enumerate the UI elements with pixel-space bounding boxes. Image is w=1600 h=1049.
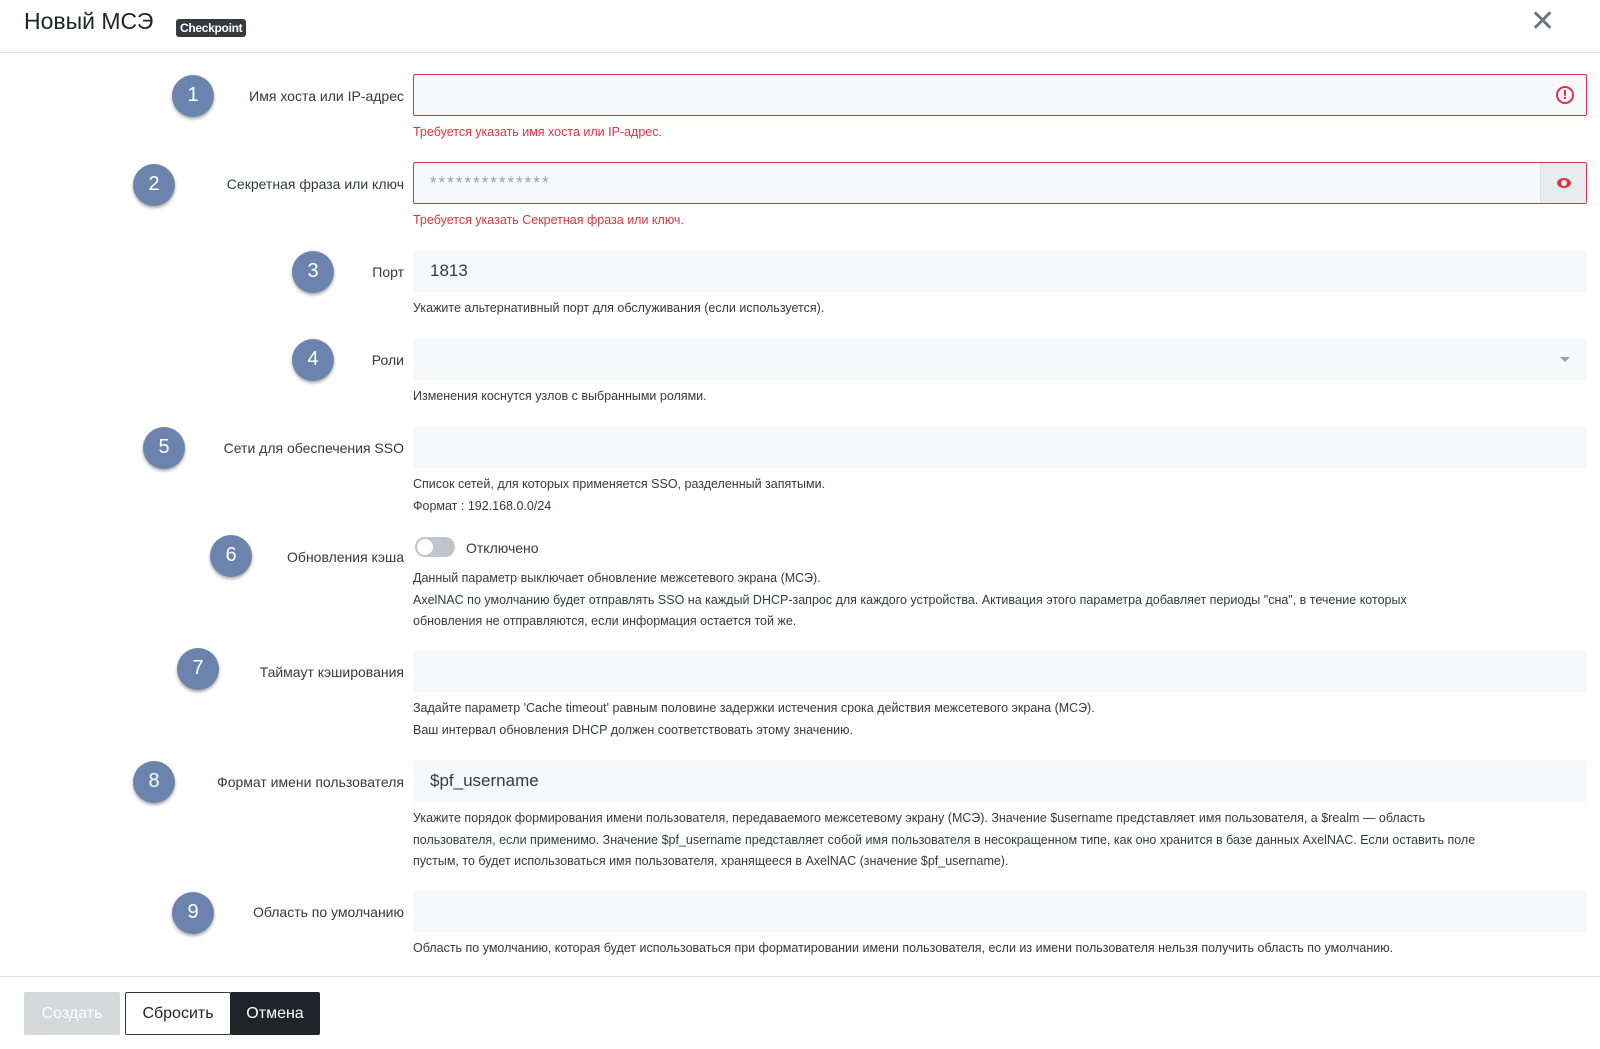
cache-timeout-help-line: Ваш интервал обновления DHCP должен соответствовать этому значению. xyxy=(413,722,853,737)
host-input-wrapper xyxy=(413,74,1587,116)
step-number-9: 9 xyxy=(172,892,214,934)
default-realm-input[interactable] xyxy=(414,891,1586,931)
username-format-help-line: пустым, то будет использоваться имя пользователя, хранящееся в AxelNAC (значение $pf_username). xyxy=(413,854,1009,868)
sso-networks-label: Сети для обеспечения SSO xyxy=(223,440,404,456)
close-icon[interactable]: ✕ xyxy=(1530,4,1556,39)
step-number-2: 2 xyxy=(133,164,175,206)
cache-timeout-help xyxy=(413,698,1593,741)
secret-error: Требуется указать Секретная фраза или ключ. xyxy=(413,213,684,227)
cache-updates-help-line: Данный параметр выключает обновление межсетевого экрана (МСЭ). xyxy=(413,571,821,585)
cache-timeout-input-wrapper xyxy=(413,650,1587,692)
roles-select[interactable] xyxy=(413,338,1587,380)
roles-help: Изменения коснутся узлов с выбранными ролями. xyxy=(413,389,707,403)
username-format-input-wrapper xyxy=(413,760,1587,802)
cache-timeout-help-line: Задайте параметр 'Cache timeout' равным половине задержки истечения срока действия межсетевого экрана (МСЭ). xyxy=(413,701,1095,715)
cache-timeout-label: Таймаут кэширования xyxy=(259,664,404,680)
secret-label: Секретная фраза или ключ xyxy=(226,176,404,192)
cache-updates-help-line: обновления не отправляются, если информация остается той же. xyxy=(413,614,797,628)
show-password-button[interactable] xyxy=(1540,163,1586,203)
toggle-knob xyxy=(417,539,433,555)
error-icon: ! xyxy=(1556,86,1574,104)
username-format-help-line: пользователя, если применимо. Значение $pf_username представляет собой имя пользователя в несокращенном типе, как оно хранится в базе данных AxelNAC. Если оставить поле xyxy=(413,832,1476,847)
cache-updates-toggle[interactable] xyxy=(415,537,455,557)
page-title: Новый МСЭ xyxy=(24,8,154,34)
host-input[interactable] xyxy=(414,75,1586,115)
username-format-help xyxy=(413,808,1593,873)
reset-button[interactable]: Сбросить xyxy=(125,992,231,1035)
step-number-1: 1 xyxy=(172,75,214,117)
roles-label: Роли xyxy=(371,352,404,368)
username-format-help-line: Укажите порядок формирования имени пользователя, передаваемого межсетевому экрану (МСЭ). Значение $username представляет имя пользователя, а $realm — область xyxy=(413,811,1426,825)
step-number-8: 8 xyxy=(133,761,175,803)
default-realm-input-wrapper xyxy=(413,890,1587,932)
port-input-wrapper xyxy=(413,250,1587,292)
step-number-7: 7 xyxy=(177,648,219,690)
type-badge: Checkpoint xyxy=(176,19,246,37)
cache-timeout-input[interactable] xyxy=(414,651,1586,691)
host-label: Имя хоста или IP-адрес xyxy=(249,88,404,104)
username-format-label: Формат имени пользователя xyxy=(217,774,404,790)
step-number-6: 6 xyxy=(210,535,252,577)
step-number-4: 4 xyxy=(292,339,334,381)
footer-divider xyxy=(0,976,1600,977)
sso-networks-input-wrapper xyxy=(413,426,1587,468)
cancel-button[interactable]: Отмена xyxy=(230,992,320,1035)
sso-networks-format: Формат : 192.168.0.0/24 xyxy=(413,498,552,513)
secret-input-wrapper xyxy=(413,162,1587,204)
secret-input[interactable] xyxy=(414,163,1540,203)
cache-updates-label: Обновления кэша xyxy=(287,549,404,565)
sso-networks-help xyxy=(413,474,1593,517)
modal-header xyxy=(0,0,1600,53)
eye-icon xyxy=(1557,178,1571,188)
port-input[interactable] xyxy=(414,251,1586,291)
chevron-down-icon xyxy=(1560,357,1570,362)
default-realm-label: Область по умолчанию xyxy=(252,904,404,920)
cache-updates-help-line: AxelNAC по умолчанию будет отправлять SSO на каждый DHCP-запрос для каждого устройства. Активация этого параметра добавляет периоды "сна", в течение которых xyxy=(413,592,1407,607)
port-help: Укажите альтернативный порт для обслуживания (если используется). xyxy=(413,301,825,315)
step-number-3: 3 xyxy=(292,251,334,293)
host-error: Требуется указать имя хоста или IP-адрес. xyxy=(413,125,662,139)
sso-networks-input[interactable] xyxy=(414,427,1586,467)
port-label: Порт xyxy=(372,264,404,280)
sso-networks-help-line: Список сетей, для которых применяется SSO, разделенный запятыми. xyxy=(413,477,826,491)
create-button[interactable]: Создать xyxy=(24,992,120,1035)
cache-updates-help xyxy=(413,568,1593,633)
default-realm-help: Область по умолчанию, которая будет использоваться при форматировании имени пользователя, если из имени пользователя нельзя получить область по умолчанию. xyxy=(413,941,1394,955)
username-format-input[interactable] xyxy=(414,761,1586,801)
step-number-5: 5 xyxy=(143,427,185,469)
cache-updates-state: Отключено xyxy=(466,540,539,556)
